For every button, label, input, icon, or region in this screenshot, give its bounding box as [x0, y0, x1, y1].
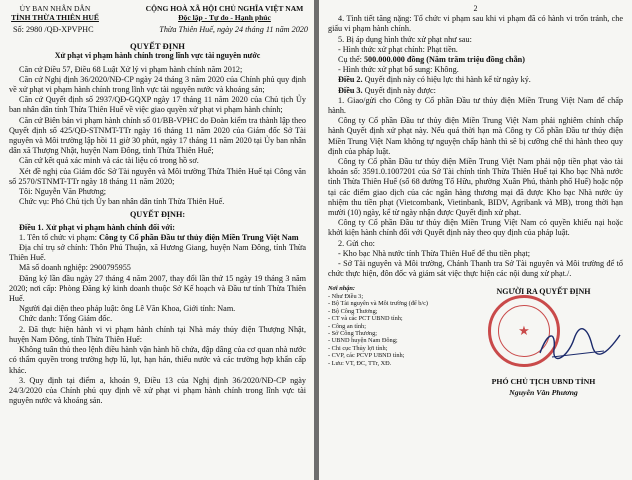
violator-label: 1. Tên tổ chức vi phạm:	[19, 232, 100, 242]
recipient-item: - Bộ Công Thương;	[328, 307, 378, 315]
body-paragraph: 2. Đã thực hiện hành vi vi phạm hành chính tại Nhà máy thủy điện Thượng Nhật, huyện Nam Đông, tỉnh Thừa Thiên Huế:	[9, 324, 306, 344]
signer-name: Nguyễn Văn Phương	[509, 388, 578, 398]
article-2-text: Quyết định này có hiệu lực thi hành kể từ ngày ký.	[362, 75, 531, 85]
body-paragraph: - Hình thức xử phạt bổ sung: Không.	[338, 65, 459, 75]
body-paragraph: Công ty Cổ phần Đầu tư thủy điện Miền Trung Việt Nam có quyền khiếu nại hoặc khởi kiện hành chính đối với Quyết định này theo quy định của pháp luật.	[328, 218, 623, 238]
article-3	[328, 86, 623, 96]
article-3-body	[328, 96, 623, 280]
recipient-item: - Công an tỉnh;	[328, 322, 366, 330]
decides-heading: QUYẾT ĐỊNH:	[129, 210, 186, 220]
recipient-item: - Bộ Tài nguyên và Môi trường (để b/c)	[328, 300, 429, 308]
decision-number: Số: 2980 /QĐ-XPVPHC	[13, 25, 94, 34]
position-line: Chức vụ: Phó Chủ tịch Ủy ban nhân dân tỉnh Thừa Thiên Huế.	[19, 197, 225, 207]
national-heading	[137, 4, 312, 22]
star-icon: ★	[498, 305, 550, 357]
body-paragraph: 5. Bị áp dụng hình thức xử phạt như sau:	[338, 34, 472, 44]
article-3-text: Quyết định này được:	[362, 85, 436, 95]
body-paragraph: Chức danh: Tổng Giám đốc.	[19, 314, 113, 324]
national-motto: Độc lập - Tự do - Hạnh phúc	[178, 13, 271, 22]
violator-line	[9, 233, 306, 243]
page-number: 2	[473, 4, 478, 13]
body-paragraph: 3. Quy định tại điểm a, khoản 9, Điều 13 của Nghị định 36/2020/NĐ-CP ngày 24/3/2020 của Chính phủ quy định về xử phạt vi phạm hành chính trong lĩnh vực tài nguyên nước và khoáng sản.	[9, 375, 306, 406]
body-paragraph: 2. Gửi cho:	[338, 238, 375, 248]
recipient-item: - CVP, các PCVP UBND tỉnh;	[328, 352, 405, 360]
article-1-heading: Điều 1. Xử phạt vi phạm hành chính đối với:	[19, 222, 175, 232]
basis-paragraph: Căn cứ Quyết định số 2937/QĐ-GQXP ngày 17 tháng 11 năm 2020 của Chủ tịch Ủy ban nhân dân tỉnh Thừa Thiên Huế về việc giao quyền xử phạt vi phạm hành chính;	[9, 95, 306, 115]
recipient-item: - Sở Công Thương;	[328, 329, 377, 337]
number-date-row	[9, 25, 306, 35]
body-paragraph: Mã số doanh nghiệp: 2900795955	[19, 263, 131, 273]
article-3-label: Điều 3.	[338, 85, 363, 95]
basis-paragraph: Căn cứ Nghị định 36/2020/NĐ-CP ngày 24 tháng 3 năm 2020 của Chính phủ quy định về xử phạt vi phạm hành chính trong lĩnh vực tài nguyên nước và khoáng sản;	[9, 74, 306, 95]
body-paragraph: Công ty Cổ phần Đầu tư thủy điện Miền Trung Việt Nam phải nghiêm chỉnh chấp hành Quyết định xử phạt này. Nếu quá thời hạn mà Công ty Cổ phần Đầu tư thủy điện Miền Trung Việt Nam không tự nguyện chấp hành thì sẽ bị cưỡng chế thi hành theo quy định của pháp luật.	[328, 116, 623, 156]
agency-line-2: TỈNH THỪA THIÊN HUẾ	[11, 13, 99, 22]
decision-date: Thừa Thiên Huế, ngày 24 tháng 11 năm 2020	[159, 25, 308, 34]
body-paragraph: Công ty Cổ phần Đầu tư thủy điện Miền Trung Việt Nam phải nộp tiền phạt vào tài khoản số: 3591.0.1007201 của Sở Tài chính tỉnh Thừa Thiên Huế tại Kho bạc Nhà nước tỉnh Thừa Thiên Huế (số 68 đường Tố Hữu, phường Xuân Phú, thành phố Huế) hoặc nộp tại các điểm giao dịch của các ngân hàng thương mại đã được Kho bạc Nhà nước ủy nhiệm thu tiền phạt (Vietcombank, Vietinbank, BIDV, Agribank và MB), trong thời hạn mười (10) ngày, kể từ ngày nhận được Quyết định xử phạt.	[328, 157, 623, 218]
handwritten-signature	[534, 323, 624, 363]
issuing-agency	[9, 4, 101, 22]
legal-basis	[9, 65, 306, 208]
article-2	[328, 75, 623, 85]
agency-line-1: ỦY BAN NHÂN DÂN	[19, 4, 91, 13]
recipient-item: - UBND huyện Nam Đông;	[328, 337, 398, 345]
document-page-2	[319, 0, 632, 480]
basis-paragraph: Căn cứ kết quả xác minh và các tài liệu có trong hồ sơ.	[19, 156, 199, 166]
basis-paragraph: Căn cứ Điều 57, Điều 68 Luật Xử lý vi phạm hành chính năm 2012;	[19, 64, 243, 74]
fine-label: Cụ thể:	[338, 55, 364, 65]
basis-paragraph: Xét đề nghị của Giám đốc Sở Tài nguyên và Môi trường Thừa Thiên Huế tại Công văn số 2570/STNMT-TTr ngày 18 tháng 11 năm 2020;	[9, 166, 306, 186]
body-paragraph: - Sở Tài nguyên và Môi trường, Chánh Thanh tra Sở Tài nguyên và Môi trường để tổ chức thực hiện, đôn đốc và giám sát việc thực hiện các nội dung xử phạt./.	[328, 259, 623, 279]
body-paragraph: - Hình thức xử phạt chính: Phạt tiền.	[338, 44, 458, 54]
recipient-item: - CT và các PCT UBND tỉnh;	[328, 315, 403, 323]
recipient-item: - Chi cục Thủy lợi tỉnh;	[328, 344, 388, 352]
document-page-1	[0, 0, 314, 480]
signer-area	[464, 285, 623, 398]
article-1-body	[9, 243, 306, 406]
body-paragraph: - Kho bạc Nhà nước tỉnh Thừa Thiên Huế để thu tiền phạt;	[338, 248, 531, 258]
article-2-label: Điều 2.	[338, 75, 363, 85]
body-paragraph: Người đại diện theo pháp luật: ông Lê Văn Khoa, Giới tính: Nam.	[19, 304, 236, 314]
signature-block	[328, 285, 623, 398]
recipient-item: - Như Điều 3;	[328, 292, 364, 300]
signer-role: PHÓ CHỦ TỊCH UBND TỈNH	[491, 377, 596, 387]
document-subtitle: Xử phạt vi phạm hành chính trong lĩnh vực tài nguyên nước	[54, 51, 261, 61]
document-title: QUYẾT ĐỊNH	[130, 41, 185, 52]
basis-paragraph: Căn cứ Biên bản vi phạm hành chính số 01/BB-VPHC do Đoàn kiểm tra thành lập theo Quyết định số 425/QĐ-STNMT-TTr ngày 16 tháng 11 năm 2020 của Giám đốc Sở Tài nguyên và Môi trường lập hồi 11 giờ 30 phút, ngày 17 tháng 11 năm 2020 tại Ủy ban nhân dân xã Thượng Nhật, huyện Nam Đông, tỉnh Thừa Thiên Huế;	[9, 115, 306, 156]
nation-name: CỘNG HOÀ XÃ HỘI CHỦ NGHĨA VIỆT NAM	[145, 4, 304, 13]
body-paragraph: Địa chỉ trụ sở chính: Thôn Phú Thuận, xã Hương Giang, huyện Nam Đông, tỉnh Thừa Thiên Huế.	[9, 243, 306, 263]
recipients-list	[328, 285, 464, 366]
fine-line	[328, 55, 623, 65]
violator-name: Công ty Cổ phần Đầu tư thủy điện Miền Trung Việt Nam	[99, 232, 299, 242]
document-header	[9, 4, 306, 22]
recipients-label: Nơi nhận:	[328, 285, 356, 293]
signer-heading: NGƯỜI RA QUYẾT ĐỊNH	[496, 287, 591, 297]
recipient-item: - Lưu: VT, ĐC, TTr, XĐ.	[328, 359, 392, 367]
signer-line: Tôi: Nguyễn Văn Phương;	[19, 187, 107, 197]
body-paragraph: Đăng ký lần đầu ngày 27 tháng 4 năm 2007, thay đổi lần thứ 15 ngày 19 tháng 3 năm 2020; nơi cấp: Phòng Đăng ký kinh doanh thuộc Sở Kế hoạch và Đầu tư tỉnh Thừa Thiên Huế.	[9, 273, 306, 304]
fine-amount: 500.000.000 đồng (Năm trăm triệu đồng chẵn)	[363, 55, 525, 65]
body-paragraph: 4. Tình tiết tăng nặng: Tổ chức vi phạm sau khi vi phạm đã có hành vi trốn tránh, che giấu vi phạm hành chính.	[328, 14, 623, 34]
body-paragraph: Không tuân thủ theo lệnh điều hành vận hành hồ chứa, đập dâng của cơ quan nhà nước có thẩm quyền trong trường hợp lũ, lụt, hạn hán, thiếu nước và các trường hợp khẩn cấp khác.	[9, 345, 306, 375]
body-paragraph: 1. Giao/gửi cho Công ty Cổ phần Đầu tư thủy điện Miền Trung Việt Nam để chấp hành.	[328, 95, 623, 116]
